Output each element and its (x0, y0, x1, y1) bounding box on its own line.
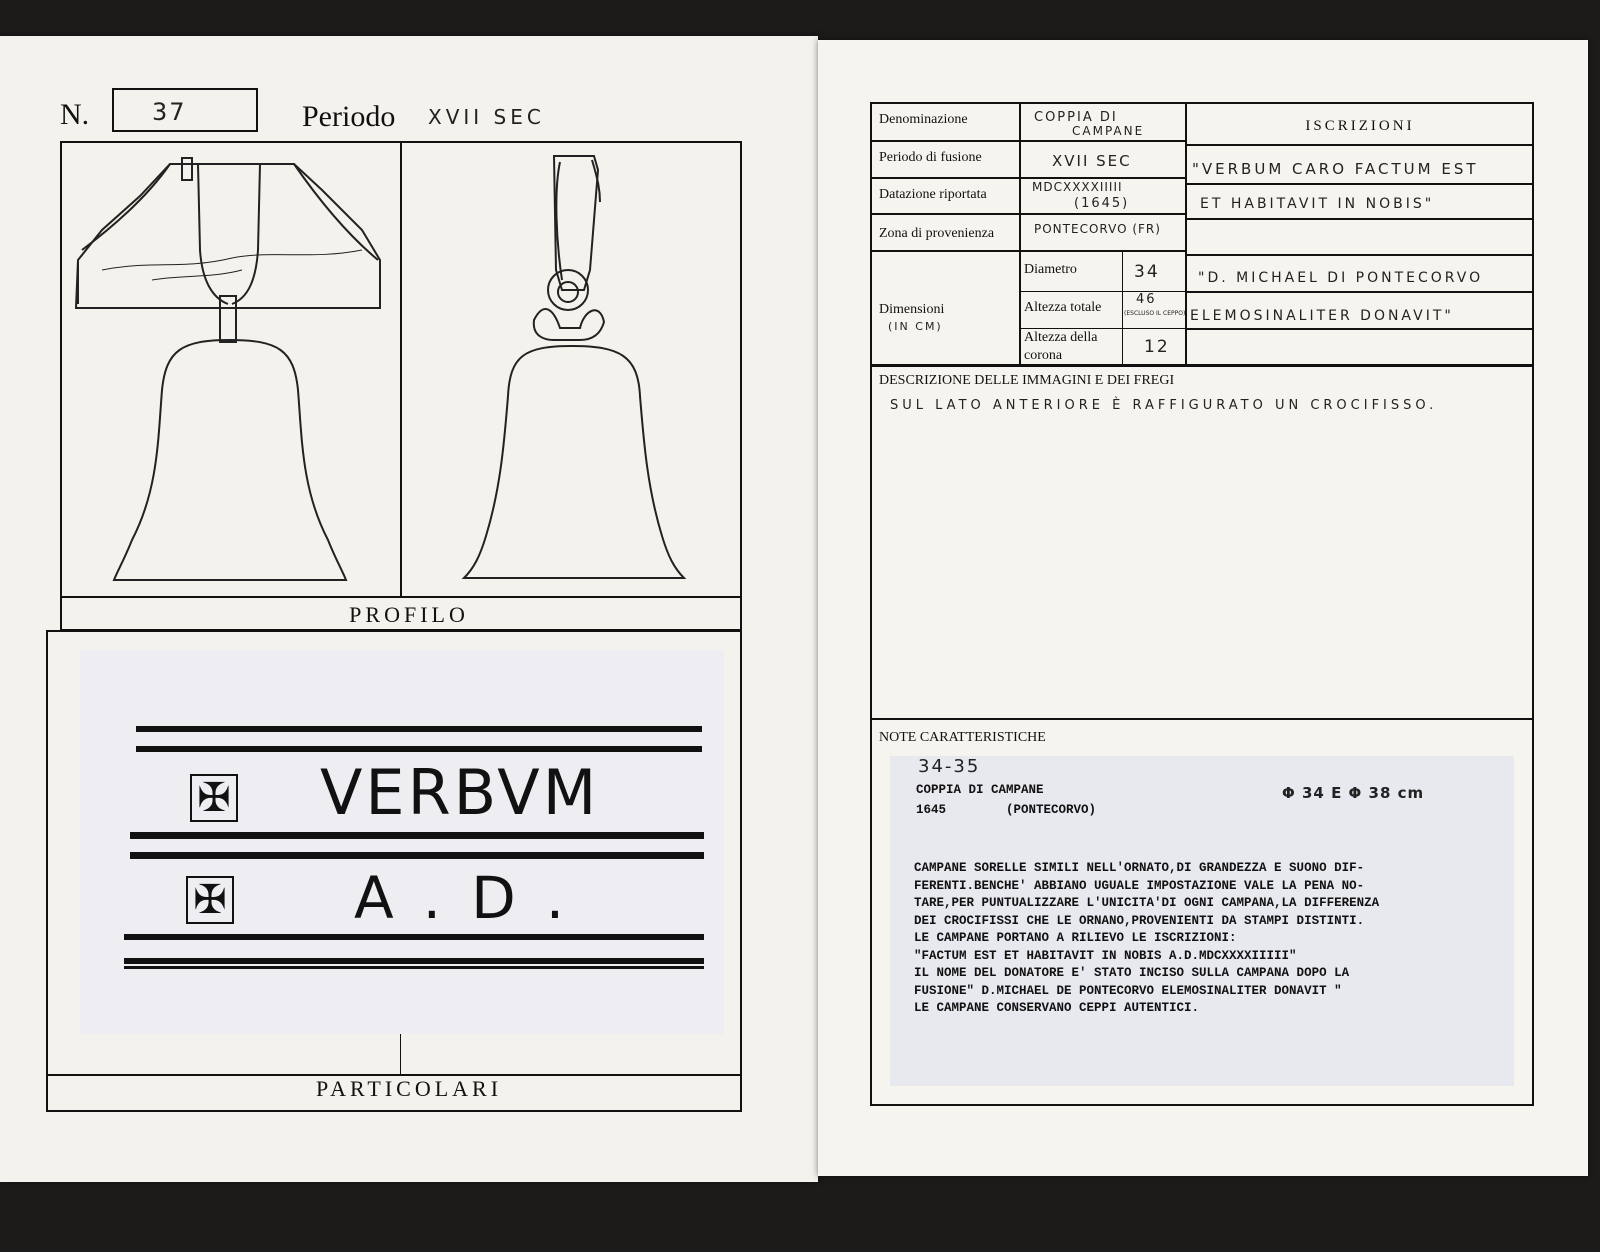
cross-icon: ✠ (186, 876, 234, 924)
dimensioni-label: Dimensioni (879, 302, 945, 317)
altezza-corona-value: 12 (1144, 337, 1170, 357)
detail-rule (130, 852, 704, 859)
detail-rule (136, 726, 702, 732)
periodo-fusione-value: XVII SEC (1052, 152, 1132, 170)
iscrizione-line: "VERBUM CARO FACTUM EST (1192, 160, 1479, 178)
table-row-rule (1186, 291, 1534, 293)
note-title: COPPIA DI CAMPANE (916, 783, 1044, 797)
detail-verbum: VERBVM (320, 756, 600, 829)
table-row-rule (1186, 144, 1534, 146)
datazione-value-2: (1645) (1074, 196, 1130, 211)
note-header: NOTE CARATTERISTICHE (879, 730, 1046, 745)
period-value: XVII SEC (428, 105, 545, 129)
table-row-rule (1186, 254, 1534, 256)
inscription-detail-image (80, 650, 724, 1034)
note-range: 34-35 (918, 756, 981, 777)
table-row-rule (870, 250, 1186, 252)
altezza-totale-label: Altezza totale (1024, 300, 1102, 315)
table-row-rule (870, 140, 1186, 142)
dimensioni-unit: (IN CM) (888, 320, 943, 333)
table-row-rule (1020, 328, 1186, 329)
table-row-rule (870, 364, 1534, 367)
bell-front-drawing (62, 150, 398, 590)
details-label: PARTICOLARI (315, 1076, 503, 1101)
note-diameters: Φ 34 E Φ 38 cm (1282, 784, 1425, 802)
table-col-rule (1122, 252, 1123, 366)
cross-icon: ✠ (190, 774, 238, 822)
detail-rule (124, 966, 704, 969)
diametro-label: Diametro (1024, 262, 1077, 277)
detail-rule (124, 958, 704, 964)
detail-rule (124, 934, 704, 940)
table-row-rule (1186, 183, 1534, 185)
note-subtitle: 1645 (PONTECORVO) (916, 803, 1097, 817)
table-row-rule (1186, 218, 1534, 220)
datazione-value: MDCXXXXIIIII (1032, 180, 1123, 194)
section-rule (870, 718, 1534, 720)
altezza-totale-value: 46 (1136, 292, 1157, 307)
descrizione-header: DESCRIZIONE DELLE IMMAGINI E DEI FREGI (879, 373, 1175, 388)
profile-label-rule (60, 596, 742, 598)
table-row-rule (1020, 291, 1186, 292)
bell-side-drawing (404, 150, 740, 590)
details-divider (400, 1030, 401, 1074)
diametro-value: 34 (1134, 262, 1160, 282)
table-row-rule (870, 177, 1186, 179)
iscrizioni-header: ISCRIZIONI (1305, 118, 1415, 134)
profile-label: PROFILO (349, 602, 469, 627)
denominazione-label: Denominazione (879, 112, 968, 127)
iscrizione-line: "D. MICHAEL DI PONTECORVO (1198, 270, 1484, 286)
periodo-fusione-label: Periodo di fusione (879, 150, 982, 165)
zona-label: Zona di provenienza (879, 226, 995, 241)
table-row-rule (1186, 328, 1534, 330)
detail-rule (136, 746, 702, 752)
period-label: Periodo (302, 100, 396, 133)
denominazione-value-2: CAMPANE (1072, 124, 1145, 138)
profile-divider (400, 142, 402, 596)
iscrizione-line: ELEMOSINALITER DONAVIT" (1190, 308, 1454, 324)
descrizione-text: SUL LATO ANTERIORE È RAFFIGURATO UN CROCIFISSO. (890, 398, 1438, 413)
note-body: CAMPANE SORELLE SIMILI NELL'ORNATO,DI GRANDEZZA E SUONO DIF- FERENTI.BENCHE' ABBIANO UGUALE IMPOSTAZIONE VALE LA PENA NO- TARE,PER PUNTUALIZZARE L'UNICITA'DI OGNI CAMPANA,LA DIFFERENZA DEI CROCIFISSI CHE LE ORNANO,PROVENIENTI DA STAMPI DISTINTI. LE CAMPANE PORTANO A RILIEVO LE ISCRIZIONI: "FACTUM EST ET HABITAVIT IN NOBIS A.D.MDCXXXXIIIII" IL NOME DEL DONATORE E' STATO INCISO SULLA CAMPANA DOPO LA FUSIONE" D.MICHAEL DE PONTECORVO ELEMOSINALITER DONAVIT " LE CAMPANE CONSERVANO CEPPI AUTENTICI. (914, 861, 1380, 1015)
table-row-rule (870, 213, 1186, 215)
datazione-label: Datazione riportata (879, 187, 987, 202)
zona-value: PONTECORVO (FR) (1034, 222, 1161, 236)
number-label: N. (60, 98, 90, 131)
denominazione-value: COPPIA DI (1034, 110, 1118, 125)
altezza-corona-label: Altezza della (1024, 330, 1098, 345)
number-value: 37 (152, 98, 187, 126)
altezza-corona-label-2: corona (1024, 348, 1063, 363)
detail-ad: A.D. (354, 864, 595, 932)
iscrizione-line: ET HABITAVIT IN NOBIS" (1200, 196, 1435, 212)
detail-rule (130, 832, 704, 839)
altezza-totale-note: (ESCLUSO IL CEPPO) (1124, 310, 1186, 317)
